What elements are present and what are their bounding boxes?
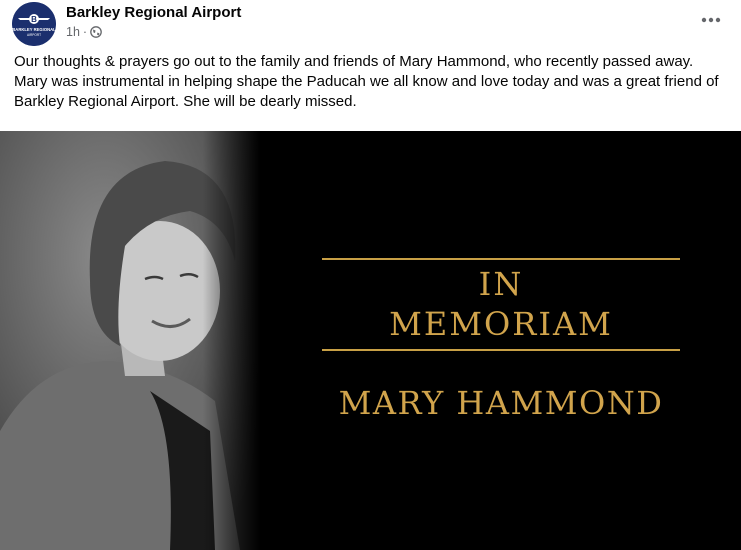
memoriam-line1: IN (478, 265, 524, 303)
post-time[interactable]: 1h (66, 25, 80, 39)
more-options-icon (701, 17, 721, 23)
memoriam-line2: MEMORIAM (389, 305, 613, 343)
top-gold-rule (322, 258, 680, 260)
page-name-link[interactable]: Barkley Regional Airport (66, 4, 242, 21)
portrait-photo (0, 131, 260, 550)
post-caption: Our thoughts & prayers go out to the family and friends of Mary Hammond, who recently passed away. Mary was instrumental in helping shape the Paducah we all know and love today and was a great friend of Barkley Regional Airport. She will be dearly missed. (14, 53, 719, 110)
globe-icon (90, 26, 102, 38)
post-header (0, 0, 741, 48)
memorial-image[interactable] (0, 131, 741, 550)
bottom-gold-rule (322, 349, 680, 351)
logo-letter: B (31, 15, 37, 24)
logo-text-line2: AIRPORT (26, 33, 42, 37)
post-meta (66, 25, 102, 39)
meta-separator: · (82, 25, 88, 39)
logo-text-line1: BARKLEY REGIONAL (12, 27, 56, 32)
memorial-name: MARY HAMMOND (338, 384, 664, 422)
airport-logo-icon (12, 2, 56, 46)
more-options-button[interactable] (697, 8, 725, 32)
page-avatar[interactable] (12, 2, 56, 46)
